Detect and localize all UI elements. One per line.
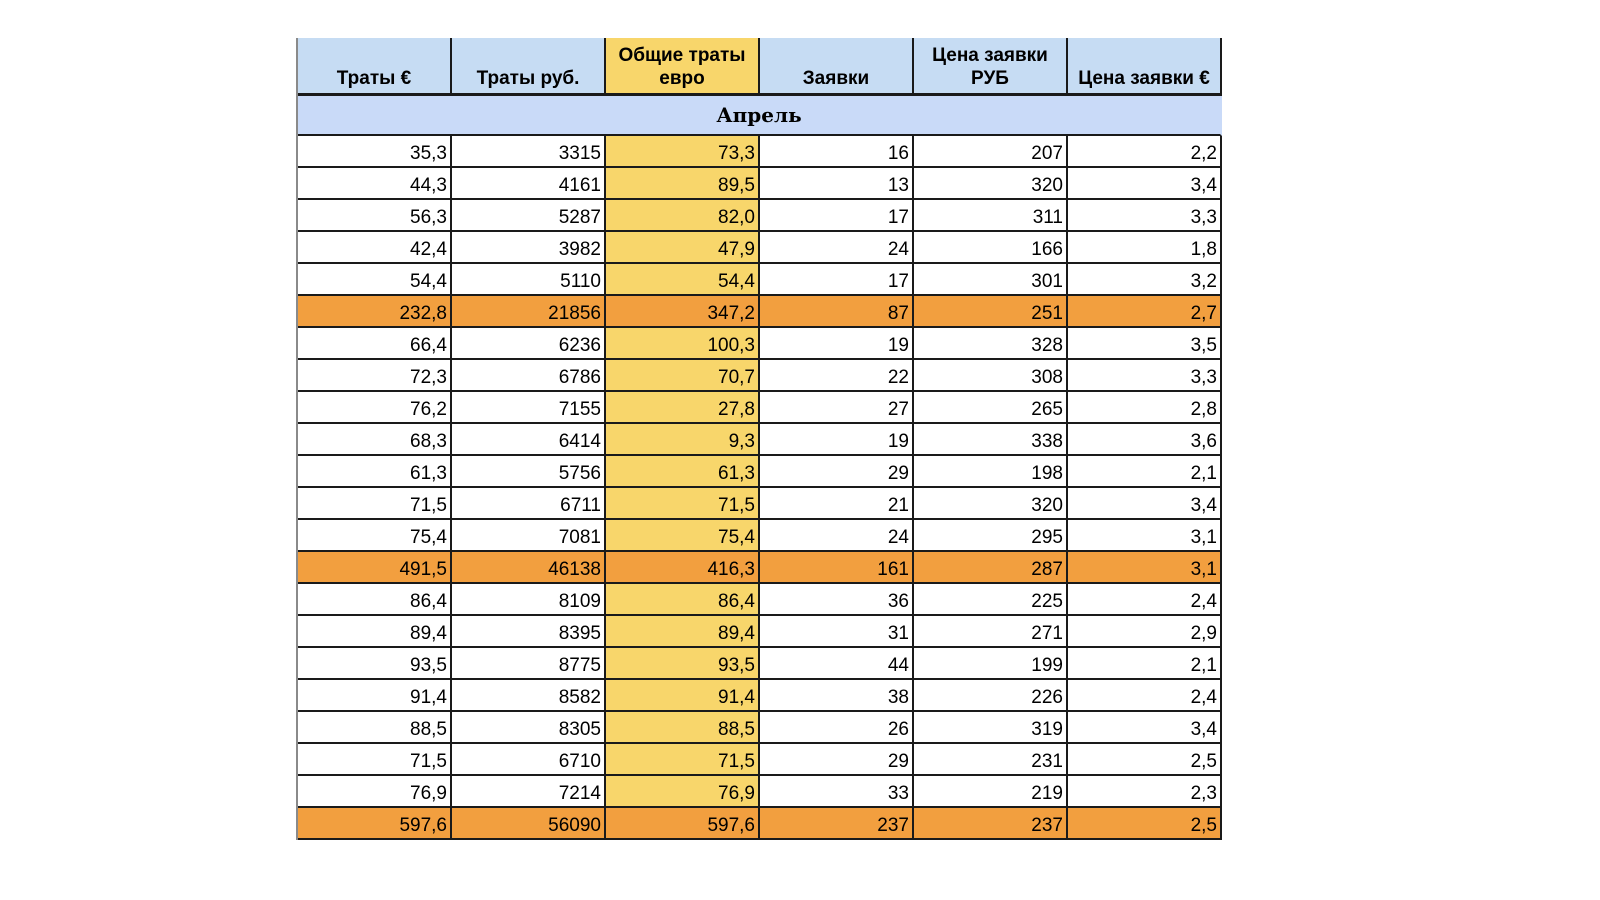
cell-spend-eur[interactable]: 54,4	[298, 264, 452, 296]
cell-total-spend-eur[interactable]: 100,3	[606, 328, 760, 360]
cell-leads[interactable]: 24	[760, 232, 914, 264]
cell-lead-price-eur[interactable]: 2,3	[1068, 776, 1222, 808]
cell-lead-price-eur[interactable]: 2,4	[1068, 680, 1222, 712]
cell-total-spend-eur[interactable]: 89,5	[606, 168, 760, 200]
cell-total-spend-eur[interactable]: 88,5	[606, 712, 760, 744]
header-cell-lead-price-rub[interactable]: Цена заявки РУБ	[914, 38, 1068, 96]
cell-total-spend-eur[interactable]: 71,5	[606, 488, 760, 520]
header-cell-spend-eur[interactable]: Траты €	[298, 38, 452, 96]
cell-lead-price-rub[interactable]: 166	[914, 232, 1068, 264]
cell-leads[interactable]: 36	[760, 584, 914, 616]
cell-lead-price-rub[interactable]: 207	[914, 136, 1068, 168]
cell-total-spend-eur[interactable]: 416,3	[606, 552, 760, 584]
cell-spend-eur[interactable]: 93,5	[298, 648, 452, 680]
cell-total-spend-eur[interactable]: 89,4	[606, 616, 760, 648]
cell-leads[interactable]: 17	[760, 264, 914, 296]
cell-spend-eur[interactable]: 597,6	[298, 808, 452, 840]
cell-lead-price-rub[interactable]: 320	[914, 168, 1068, 200]
cell-spend-rub[interactable]: 21856	[452, 296, 606, 328]
cell-lead-price-eur[interactable]: 3,3	[1068, 200, 1222, 232]
cell-spend-rub[interactable]: 8395	[452, 616, 606, 648]
month-row	[298, 96, 1222, 136]
table-row	[298, 136, 1222, 168]
cell-lead-price-rub[interactable]: 311	[914, 200, 1068, 232]
cell-leads[interactable]: 19	[760, 424, 914, 456]
cell-total-spend-eur[interactable]: 71,5	[606, 744, 760, 776]
cell-lead-price-eur[interactable]: 2,1	[1068, 648, 1222, 680]
cell-total-spend-eur[interactable]: 76,9	[606, 776, 760, 808]
cell-spend-eur[interactable]: 491,5	[298, 552, 452, 584]
cell-lead-price-eur[interactable]: 2,1	[1068, 456, 1222, 488]
cell-spend-rub[interactable]: 7081	[452, 520, 606, 552]
total-row	[298, 552, 1222, 584]
table-row	[298, 200, 1222, 232]
table-body	[298, 136, 1222, 840]
cell-spend-rub[interactable]: 6414	[452, 424, 606, 456]
cell-lead-price-eur[interactable]: 3,4	[1068, 168, 1222, 200]
cell-lead-price-eur[interactable]: 2,8	[1068, 392, 1222, 424]
cell-spend-rub[interactable]: 6710	[452, 744, 606, 776]
cell-lead-price-rub[interactable]: 237	[914, 808, 1068, 840]
cell-leads[interactable]: 87	[760, 296, 914, 328]
cell-spend-eur[interactable]: 91,4	[298, 680, 452, 712]
table-row	[298, 744, 1222, 776]
cell-total-spend-eur[interactable]: 91,4	[606, 680, 760, 712]
cell-lead-price-rub[interactable]: 199	[914, 648, 1068, 680]
cell-total-spend-eur[interactable]: 75,4	[606, 520, 760, 552]
cell-spend-rub[interactable]: 6786	[452, 360, 606, 392]
cell-spend-rub[interactable]: 3982	[452, 232, 606, 264]
header-cell-total-spend-eur[interactable]: Общие траты евро	[606, 38, 760, 96]
cell-leads[interactable]: 161	[760, 552, 914, 584]
cell-lead-price-rub[interactable]: 319	[914, 712, 1068, 744]
table-row	[298, 328, 1222, 360]
cell-lead-price-rub[interactable]: 308	[914, 360, 1068, 392]
cell-lead-price-eur[interactable]: 2,2	[1068, 136, 1222, 168]
cell-lead-price-eur[interactable]: 3,4	[1068, 488, 1222, 520]
cell-lead-price-rub[interactable]: 271	[914, 616, 1068, 648]
cell-spend-rub[interactable]: 8109	[452, 584, 606, 616]
cell-spend-rub[interactable]: 3315	[452, 136, 606, 168]
table-row	[298, 616, 1222, 648]
cell-lead-price-eur[interactable]: 2,5	[1068, 808, 1222, 840]
cell-lead-price-eur[interactable]: 3,4	[1068, 712, 1222, 744]
table-row	[298, 360, 1222, 392]
header-cell-spend-rub[interactable]: Траты руб.	[452, 38, 606, 96]
cell-spend-eur[interactable]: 35,3	[298, 136, 452, 168]
cell-lead-price-eur[interactable]: 2,9	[1068, 616, 1222, 648]
cell-leads[interactable]: 19	[760, 328, 914, 360]
cell-lead-price-eur[interactable]: 3,3	[1068, 360, 1222, 392]
cell-total-spend-eur[interactable]: 347,2	[606, 296, 760, 328]
cell-spend-eur[interactable]: 68,3	[298, 424, 452, 456]
table-row	[298, 264, 1222, 296]
cell-spend-eur[interactable]: 44,3	[298, 168, 452, 200]
cell-spend-eur[interactable]: 56,3	[298, 200, 452, 232]
cell-lead-price-eur[interactable]: 3,5	[1068, 328, 1222, 360]
table-row	[298, 424, 1222, 456]
cell-spend-rub[interactable]: 56090	[452, 808, 606, 840]
cell-total-spend-eur[interactable]: 27,8	[606, 392, 760, 424]
cell-lead-price-eur[interactable]: 3,2	[1068, 264, 1222, 296]
header-cell-lead-price-eur[interactable]: Цена заявки €	[1068, 38, 1222, 96]
cell-spend-eur[interactable]: 61,3	[298, 456, 452, 488]
cell-lead-price-rub[interactable]: 226	[914, 680, 1068, 712]
cell-lead-price-eur[interactable]: 3,1	[1068, 552, 1222, 584]
cell-total-spend-eur[interactable]: 82,0	[606, 200, 760, 232]
cell-spend-eur[interactable]: 232,8	[298, 296, 452, 328]
cell-leads[interactable]: 21	[760, 488, 914, 520]
total-row	[298, 808, 1222, 840]
cell-spend-eur[interactable]: 89,4	[298, 616, 452, 648]
cell-spend-eur[interactable]: 72,3	[298, 360, 452, 392]
cell-spend-rub[interactable]: 6711	[452, 488, 606, 520]
cell-leads[interactable]: 26	[760, 712, 914, 744]
cell-lead-price-rub[interactable]: 231	[914, 744, 1068, 776]
cell-total-spend-eur[interactable]: 9,3	[606, 424, 760, 456]
cell-spend-eur[interactable]: 66,4	[298, 328, 452, 360]
cell-spend-eur[interactable]: 71,5	[298, 744, 452, 776]
cell-leads[interactable]: 27	[760, 392, 914, 424]
table-row	[298, 232, 1222, 264]
cell-lead-price-eur[interactable]: 2,7	[1068, 296, 1222, 328]
cell-leads[interactable]: 17	[760, 200, 914, 232]
cell-spend-eur[interactable]: 71,5	[298, 488, 452, 520]
cell-spend-rub[interactable]: 5287	[452, 200, 606, 232]
cell-spend-rub[interactable]: 8775	[452, 648, 606, 680]
cell-spend-eur[interactable]: 76,9	[298, 776, 452, 808]
cell-lead-price-rub[interactable]: 338	[914, 424, 1068, 456]
cell-lead-price-rub[interactable]: 265	[914, 392, 1068, 424]
cell-total-spend-eur[interactable]: 93,5	[606, 648, 760, 680]
month-label[interactable]: Апрель	[298, 96, 1222, 136]
spreadsheet-table	[296, 38, 1222, 840]
cell-lead-price-eur[interactable]: 3,6	[1068, 424, 1222, 456]
cell-lead-price-eur[interactable]: 2,5	[1068, 744, 1222, 776]
cell-spend-rub[interactable]: 5110	[452, 264, 606, 296]
cell-lead-price-rub[interactable]: 219	[914, 776, 1068, 808]
cell-leads[interactable]: 31	[760, 616, 914, 648]
cell-spend-eur[interactable]: 86,4	[298, 584, 452, 616]
cell-leads[interactable]: 29	[760, 744, 914, 776]
table-row	[298, 648, 1222, 680]
cell-leads[interactable]: 22	[760, 360, 914, 392]
cell-leads[interactable]: 13	[760, 168, 914, 200]
cell-leads[interactable]: 38	[760, 680, 914, 712]
cell-spend-rub[interactable]: 6236	[452, 328, 606, 360]
cell-total-spend-eur[interactable]: 597,6	[606, 808, 760, 840]
table-row	[298, 712, 1222, 744]
cell-spend-rub[interactable]: 46138	[452, 552, 606, 584]
total-row	[298, 296, 1222, 328]
table-row	[298, 776, 1222, 808]
cell-lead-price-rub[interactable]: 225	[914, 584, 1068, 616]
cell-spend-eur[interactable]: 88,5	[298, 712, 452, 744]
cell-leads[interactable]: 24	[760, 520, 914, 552]
cell-total-spend-eur[interactable]: 61,3	[606, 456, 760, 488]
cell-total-spend-eur[interactable]: 70,7	[606, 360, 760, 392]
cell-leads[interactable]: 29	[760, 456, 914, 488]
table-row	[298, 520, 1222, 552]
cell-spend-rub[interactable]: 5756	[452, 456, 606, 488]
cell-lead-price-rub[interactable]: 328	[914, 328, 1068, 360]
cell-lead-price-rub[interactable]: 295	[914, 520, 1068, 552]
header-row	[298, 38, 1222, 96]
cell-lead-price-rub[interactable]: 320	[914, 488, 1068, 520]
cell-lead-price-eur[interactable]: 3,1	[1068, 520, 1222, 552]
cell-lead-price-rub[interactable]: 287	[914, 552, 1068, 584]
cell-lead-price-rub[interactable]: 301	[914, 264, 1068, 296]
cell-leads[interactable]: 237	[760, 808, 914, 840]
cell-spend-eur[interactable]: 42,4	[298, 232, 452, 264]
cell-spend-rub[interactable]: 7214	[452, 776, 606, 808]
table-row	[298, 584, 1222, 616]
cell-total-spend-eur[interactable]: 54,4	[606, 264, 760, 296]
cell-leads[interactable]: 33	[760, 776, 914, 808]
cell-lead-price-rub[interactable]: 198	[914, 456, 1068, 488]
cell-spend-eur[interactable]: 75,4	[298, 520, 452, 552]
cell-lead-price-eur[interactable]: 2,4	[1068, 584, 1222, 616]
cell-leads[interactable]: 44	[760, 648, 914, 680]
table-row	[298, 392, 1222, 424]
cell-spend-rub[interactable]: 8582	[452, 680, 606, 712]
header-cell-leads[interactable]: Заявки	[760, 38, 914, 96]
cell-total-spend-eur[interactable]: 86,4	[606, 584, 760, 616]
cell-spend-eur[interactable]: 76,2	[298, 392, 452, 424]
cell-lead-price-rub[interactable]: 251	[914, 296, 1068, 328]
table-row	[298, 488, 1222, 520]
table-row	[298, 680, 1222, 712]
cell-spend-rub[interactable]: 7155	[452, 392, 606, 424]
cell-spend-rub[interactable]: 4161	[452, 168, 606, 200]
cell-spend-rub[interactable]: 8305	[452, 712, 606, 744]
cell-leads[interactable]: 16	[760, 136, 914, 168]
cell-total-spend-eur[interactable]: 73,3	[606, 136, 760, 168]
cell-total-spend-eur[interactable]: 47,9	[606, 232, 760, 264]
cell-lead-price-eur[interactable]: 1,8	[1068, 232, 1222, 264]
table-row	[298, 168, 1222, 200]
table-row	[298, 456, 1222, 488]
